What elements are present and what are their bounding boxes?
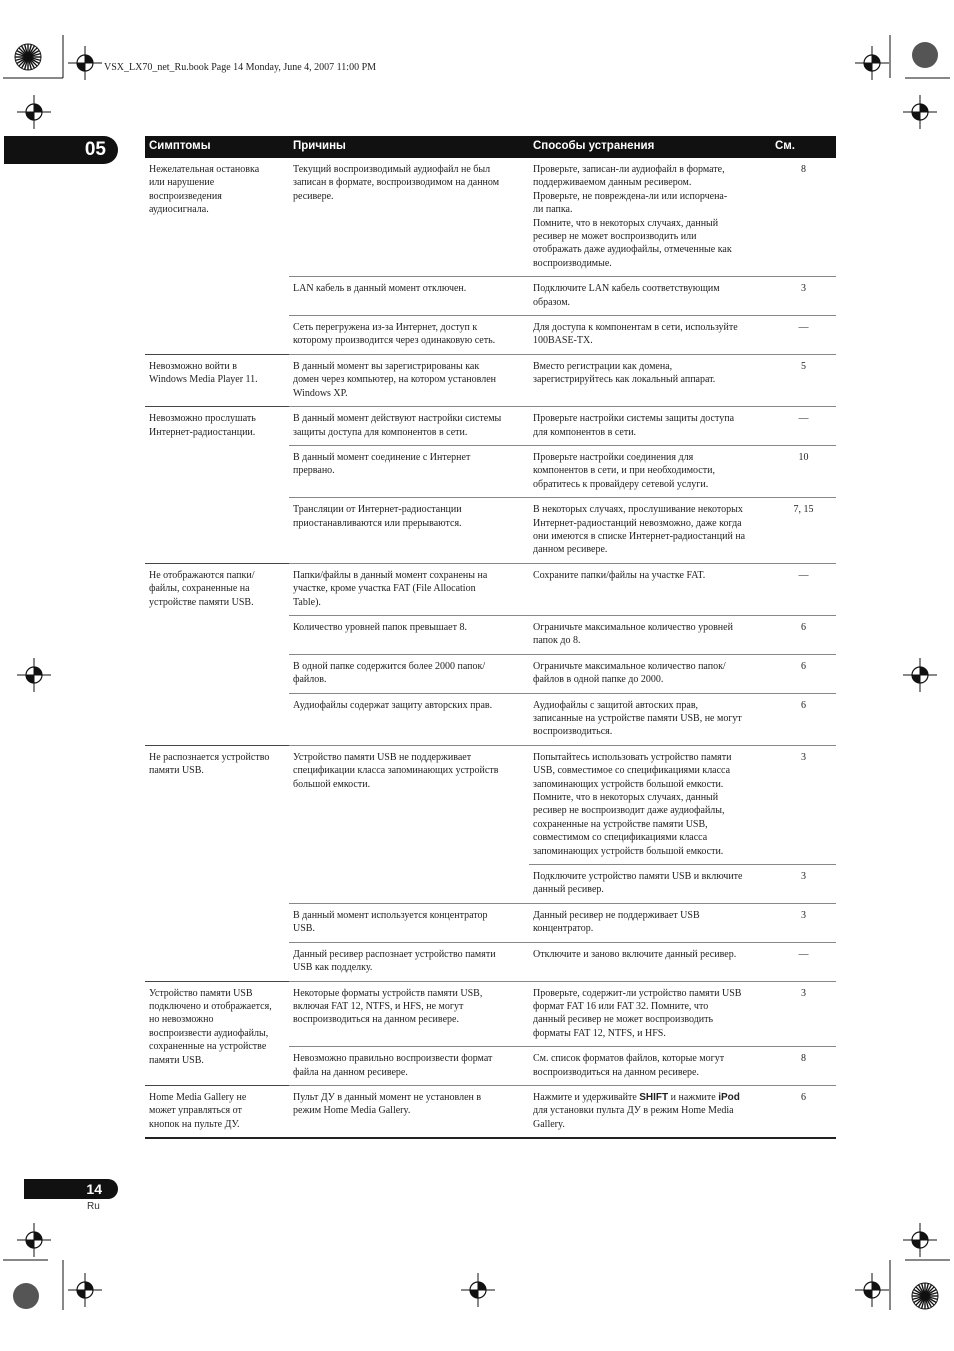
symptom-cell-line: памяти USB. [149,765,204,777]
see-page-cell: 5 [771,354,836,406]
table-row [145,407,836,446]
remedy-cell-line [533,1091,767,1104]
see-page-cell: — [771,563,836,615]
symptom-cell-line: Невозможно прослушать [149,413,256,425]
remedy-cell [529,158,771,277]
cause-cell-line: записан в формате, воспроизводимом на данном [293,177,500,189]
remedy-cell-line: Проверьте, не повреждена-ли или испорчена- [533,190,728,202]
registration-mark-icon [903,1223,937,1257]
registration-mark-icon [17,658,51,692]
remedy-cell [529,1085,771,1138]
cause-cell-line: В данный момент используется концентратор [293,909,488,921]
see-page-cell: 3 [771,865,836,904]
remedy-cell-line: воспроизводимые. [533,257,612,269]
remedy-cell-line: ресивер не может воспроизводить или [533,231,697,243]
cause-cell-line: Пульт ДУ в данный момент не установлен в [293,1091,482,1103]
cause-cell [289,693,529,745]
see-page-cell: — [771,407,836,446]
see-page-cell: 6 [771,615,836,654]
cause-cell-line: участке, кроме участка FAT (File Allocation [293,583,476,595]
cause-cell-line: которому производится через одинаковую сеть. [293,335,496,347]
symptom-cell [145,1085,289,1138]
remedy-cell [529,981,771,1047]
remedy-cell [529,498,771,564]
symptom-cell-line: аудиосигнала. [149,204,209,216]
cause-cell [289,745,529,903]
symptom-cell-line: кнопок на пульте ДУ. [149,1118,240,1130]
see-page-cell: 8 [771,1047,836,1086]
cause-cell-line: защиты доступа для компонентов в сети. [293,426,468,438]
cause-cell-line: Table). [293,596,321,608]
symptom-cell-line: воспроизведения [149,190,222,202]
registration-mark-icon [17,95,51,129]
symptom-cell-line: Невозможно войти в [149,360,237,372]
remedy-cell-line: ли папка. [533,204,573,216]
cause-cell-line: Трансляции от Интернет-радиостанции [293,504,462,516]
remedy-cell-line: запоминающих устройств большой емкости. [533,778,724,790]
cause-cell-line: прервано. [293,465,335,477]
cause-cell-line: В одной папке содержится более 2000 папок/ [293,660,486,672]
table-row [145,1085,836,1138]
cause-cell-line: ресивере. [293,190,334,202]
see-page-cell: 3 [771,277,836,316]
cause-cell-line: Сеть перегружена из-за Интернет, доступ к [293,322,478,334]
cause-cell-line: Данный ресивер распознает устройство памяти [293,948,496,960]
cause-cell [289,615,529,654]
cause-cell [289,654,529,693]
cause-cell-line: Windows XP. [293,387,348,399]
remedy-cell-line: файлов в одной папке до 2000. [533,674,664,686]
cause-cell-line: USB как подделку. [293,962,373,974]
remedy-cell-line: Проверьте настройки соединения для [533,451,694,463]
remedy-cell [529,865,771,904]
remedy-cell-line: Проверьте настройки системы защиты доступа [533,413,735,425]
header-see: См. [771,136,836,158]
cause-cell [289,563,529,615]
remedy-cell-line: форматы FAT 12, NTFS, и HFS. [533,1027,666,1039]
remedy-cell [529,654,771,693]
remote-key-label: iPod [718,1091,740,1103]
registration-mark-icon [903,658,937,692]
symptom-cell-line: Home Media Gallery не [149,1091,247,1103]
cause-cell-line: Некоторые форматы устройств памяти USB, [293,987,483,999]
registration-mark-icon [461,1273,495,1307]
symptom-cell-line: или нарушение [149,177,215,189]
see-page-cell: 10 [771,445,836,497]
remedy-cell-line: Ограничьте максимальное количество уровней [533,621,733,633]
remedy-text: Нажмите и удерживайте [533,1091,640,1103]
cause-cell-line: большой емкости. [293,778,371,790]
remedy-cell-line: сохраненные на устройстве памяти USB, [533,818,708,830]
registration-mark-icon [17,1223,51,1257]
remedy-cell-line: поддерживаемом данным ресивером. [533,177,692,189]
symptom-cell-line: но невозможно [149,1014,214,1026]
see-page-cell: — [771,942,836,981]
chapter-number: 05 [84,139,106,160]
symptom-cell-line: файлы, сохраненные на [149,583,250,595]
page-language: Ru [87,1201,100,1212]
remedy-cell-line: Попытайтесь использовать устройство памяти [533,751,732,763]
remedy-cell-line: Вместо регистрации как домена, [533,360,673,372]
cause-cell-line: Текущий воспроизводимый аудиофайл не был [293,164,491,175]
registration-mark-icon [68,1273,102,1307]
see-page-cell: 3 [771,981,836,1047]
cause-cell-line: приостанавливаются или прерываются. [293,517,462,529]
color-target-icon [912,1283,938,1309]
symptom-cell-line: Не распознается устройство [149,751,270,763]
cause-cell-line: Количество уровней папок превышает 8. [293,621,467,633]
table-row [145,745,836,864]
table-row [145,981,836,1047]
remedy-cell [529,1047,771,1086]
remedy-cell-line: папок до 8. [533,635,581,647]
cause-cell-line: Аудиофайлы содержат защиту авторских прав. [293,699,493,711]
symptom-cell [145,745,289,981]
table-row [145,158,836,277]
cause-cell-line: Невозможно правильно воспроизвести формат [293,1053,493,1065]
registration-mark-icon [68,46,102,80]
see-page-cell: — [771,316,836,355]
table-body [145,158,836,1138]
cause-cell-line: USB. [293,923,315,935]
cause-cell [289,942,529,981]
cause-cell [289,903,529,942]
remedy-cell-line: Подключите устройство памяти USB и включите [533,871,743,883]
symptom-cell-line: памяти USB. [149,1054,204,1066]
cause-cell-line: воспроизводиться на данном ресивере. [293,1014,459,1026]
see-page-cell: 7, 15 [771,498,836,564]
remedy-cell [529,563,771,615]
symptom-cell-line: воспроизвести аудиофайлы, [149,1027,269,1039]
symptom-cell-line: Windows Media Player 11. [149,374,258,386]
symptom-cell-line: Интернет-радиостанции. [149,426,256,438]
remedy-cell [529,407,771,446]
cause-cell [289,445,529,497]
remedy-cell-line: воспроизводиться на данном ресивере. [533,1066,699,1078]
symptom-cell [145,981,289,1085]
cause-cell-line: Папки/файлы в данный момент сохранены на [293,569,488,581]
remote-key-label: SHIFT [639,1091,669,1103]
remedy-cell-line: Проверьте, содержит-ли устройство памяти USB [533,987,742,999]
remedy-cell-line: Аудиофайлы с защитой автоских прав, [533,699,699,711]
cause-cell [289,407,529,446]
cause-cell-line: файла на данном ресивере. [293,1066,408,1078]
remedy-cell-line: данный ресивер не может воспроизводить [533,1014,714,1026]
remedy-cell-line: записанные на устройстве памяти USB, не могут [533,713,742,724]
remedy-text: и нажмите [668,1091,719,1103]
see-page-cell: 6 [771,1085,836,1138]
chapter-tab [4,136,118,164]
cause-cell-line: спецификации класса запоминающих устройств [293,765,499,777]
remedy-cell [529,745,771,864]
page-number-tab [24,1179,118,1199]
header-causes: Причины [289,136,529,158]
remedy-cell-line: 100BASE-TX. [533,335,593,347]
remedy-cell-line: данный ресивер. [533,884,604,896]
cause-cell-line: режим Home Media Gallery. [293,1105,411,1117]
cause-cell-line: В данный момент действуют настройки системы [293,413,502,425]
remedy-cell-line: формат FAT 16 или FAT 32. Помните, что [533,1000,709,1012]
remedy-cell-line: совместимом со спецификациями класса [533,832,708,844]
cause-cell-line: домен через компьютер, на котором установлен [293,374,497,386]
cause-cell-line: включая FAT 12, NTFS, и HFS, не могут [293,1000,464,1012]
symptom-cell [145,407,289,564]
cause-cell-line: В данный момент соединение с Интернет [293,451,471,463]
remedy-cell-line: концентратор. [533,923,594,935]
cause-cell [289,981,529,1047]
table-row [145,354,836,406]
symptom-cell [145,354,289,406]
cause-cell [289,1085,529,1138]
see-page-cell: 3 [771,903,836,942]
symptom-cell-line: Устройство памяти USB [149,987,253,999]
symptom-cell-line: устройстве памяти USB. [149,596,254,608]
remedy-cell-line: запоминающих устройств большой емкости. [533,845,724,857]
see-page-cell: 3 [771,745,836,864]
registration-mark-icon [855,1273,889,1307]
symptom-cell-line: сохраненные на устройстве [149,1041,267,1053]
remedy-cell-line: Проверьте, записан-ли аудиофайл в формате, [533,164,725,175]
cause-cell [289,1047,529,1086]
see-page-cell: 6 [771,654,836,693]
remedy-cell [529,693,771,745]
remedy-cell-line: Данный ресивер не поддерживает USB [533,909,700,921]
cause-cell [289,158,529,277]
remedy-cell-line: данном ресивере. [533,544,608,556]
symptom-cell-line: Нежелательная остановка [149,164,260,175]
remedy-cell-line: Помните, что в некоторых случаях, данный [533,792,719,804]
remedy-cell-line: Интернет-радиостанций невозможно, даже когда [533,517,742,529]
header-remedies: Способы устранения [529,136,771,158]
cause-cell-line: Устройство памяти USB не поддерживает [293,751,472,763]
remedy-cell-line: компонентов в сети, и при необходимости, [533,465,715,477]
remedy-cell-line: Подключите LAN кабель соответствующим [533,283,720,295]
remedy-cell [529,277,771,316]
remedy-cell-line: USB, совместимое со спецификациями класса [533,765,731,777]
remedy-cell-line: Отключите и заново включите данный ресивер. [533,948,737,960]
remedy-cell-line: См. список форматов файлов, которые могут [533,1053,725,1065]
remedy-cell-line: зарегистрируйтесь как локальный аппарат. [533,374,716,386]
cause-cell [289,277,529,316]
remedy-cell-line: для компонентов в сети. [533,426,637,438]
registration-mark-icon [903,95,937,129]
see-page-cell: 6 [771,693,836,745]
remedy-cell [529,615,771,654]
remedy-cell-line: Ограничьте максимальное количество папок/ [533,660,726,672]
table-header-row [145,136,836,158]
color-target-icon [15,44,41,70]
troubleshooting-table [145,136,836,1139]
remedy-cell [529,445,771,497]
header-symptoms: Симптомы [145,136,289,158]
remedy-cell [529,316,771,355]
cause-cell [289,354,529,406]
see-page-cell: 8 [771,158,836,277]
remedy-cell-line: образом. [533,296,571,308]
remedy-cell-line: В некоторых случаях, прослушивание некоторых [533,504,743,516]
remedy-cell-line: для установки пульта ДУ в режим Home Media [533,1105,734,1117]
remedy-cell-line: Для доступа к компонентам в сети, используйте [533,322,738,334]
remedy-cell-line: воспроизводиться. [533,726,613,738]
symptom-cell-line: подключено и отображается, [149,1000,272,1012]
remedy-cell [529,903,771,942]
registration-mark-icon [855,46,889,80]
table-row [145,563,836,615]
symptom-cell [145,158,289,354]
remedy-cell-line: Gallery. [533,1118,565,1130]
print-header: VSX_LX70_net_Ru.book Page 14 Monday, June 4, 2007 11:00 PM [104,62,377,73]
cause-cell [289,498,529,564]
cause-cell [289,316,529,355]
remedy-cell [529,354,771,406]
remedy-cell-line: Сохраните папки/файлы на участке FAT. [533,569,706,581]
symptom-cell [145,563,289,745]
remedy-cell-line: отображать даже аудиофайлы, отмеченные как [533,244,732,256]
symptom-cell-line: Не отображаются папки/ [149,569,255,581]
gray-target-icon [13,1283,39,1309]
symptom-cell-line: может управляться от [149,1105,242,1117]
gray-target-icon [912,42,938,68]
remedy-cell-line: обратитесь к провайдеру сетевой услуги. [533,478,709,490]
cause-cell-line: файлов. [293,674,327,686]
remedy-cell-line: Помните, что в некоторых случаях, данный [533,217,719,229]
remedy-cell [529,942,771,981]
cause-cell-line: LAN кабель в данный момент отключен. [293,283,467,295]
remedy-cell-line: они имеются в списке Интернет-радиостанций на [533,530,746,542]
page-number: 14 [86,1181,102,1197]
remedy-cell-line: ресивер не воспроизводит даже аудиофайлы, [533,805,725,817]
cause-cell-line: В данный момент вы зарегистрированы как [293,360,480,372]
